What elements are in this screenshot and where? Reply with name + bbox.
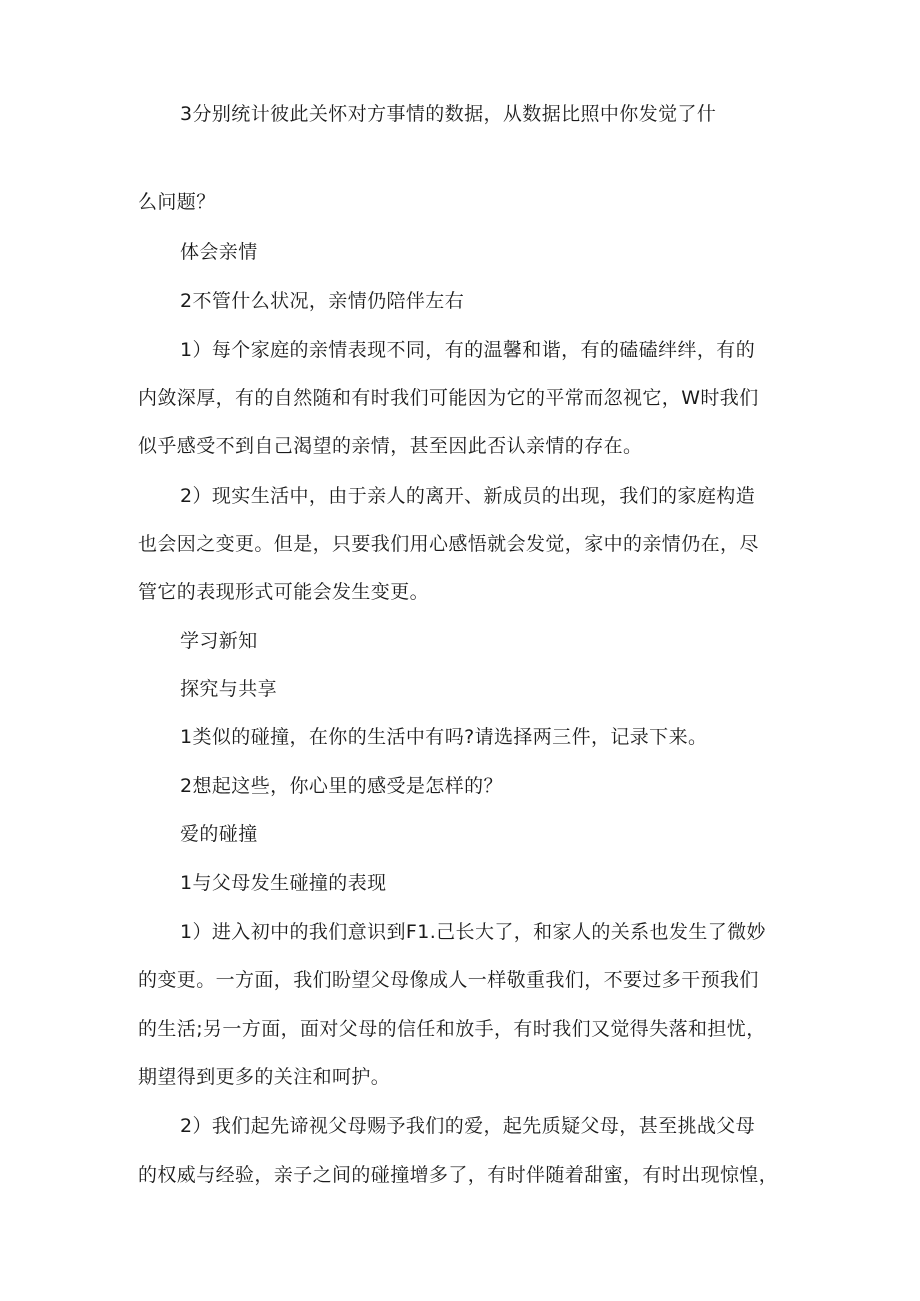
text-line: 内敛深厚，有的自然随和有时我们可能因为它的平常而忽视它，W时我们 bbox=[138, 387, 759, 409]
text-line: 2不管什么状况，亲情仍陪伴左右 bbox=[180, 290, 465, 312]
text-line: 2）我们起先谛视父母赐予我们的爱，起先质疑父母，甚至挑战父母 bbox=[180, 1115, 756, 1137]
text-line: 的生活;另一方面，面对父母的信任和放手，有时我们又觉得失落和担忧， bbox=[138, 1018, 766, 1040]
text-line: 期望得到更多的关注和呵护。 bbox=[138, 1066, 391, 1088]
section-heading: 体会亲情 bbox=[180, 241, 258, 263]
text-line: 1类似的碰撞，在你的生活中有吗?请选择两三件，记录下来。 bbox=[180, 726, 708, 748]
text-line: 似乎感受不到自己渴望的亲情，甚至因此否认亲情的存在。 bbox=[138, 435, 643, 457]
section-heading: 爱的碰撞 bbox=[180, 823, 258, 845]
text-line: 也会因之变更。但是，只要我们用心感悟就会发觉，家中的亲情仍在，尽 bbox=[138, 533, 759, 555]
text-line: 2想起这些，你心里的感受是怎样的？ bbox=[180, 775, 503, 797]
text-line: 1与父母发生碰撞的表现 bbox=[180, 872, 387, 894]
text-line: 么问题？ bbox=[138, 191, 216, 213]
text-line: 的变更。一方面，我们盼望父母像成人一样敬重我们，不要过多干预我们 bbox=[138, 969, 759, 991]
text-line: 2）现实生活中，由于亲人的离开、新成员的出现，我们的家庭构造 bbox=[180, 485, 756, 507]
text-line: 管它的表现形式可能会发生变更。 bbox=[138, 581, 430, 603]
text-line: 3分别统计彼此关怀对方事情的数据，从数据比照中你发觉了什 bbox=[180, 103, 717, 125]
section-heading: 探究与共享 bbox=[180, 678, 278, 700]
text-line: 的权威与经验，亲子之间的碰撞增多了，有时伴随着甜蜜，有时出现惊惶， bbox=[138, 1164, 779, 1186]
text-line: 1）每个家庭的亲情表现不同，有的温馨和谐，有的磕磕绊绊，有的 bbox=[180, 339, 756, 361]
section-heading: 学习新知 bbox=[180, 630, 258, 652]
text-line: 1）进入初中的我们意识到F1.己长大了，和家人的关系也发生了微妙 bbox=[180, 921, 766, 943]
